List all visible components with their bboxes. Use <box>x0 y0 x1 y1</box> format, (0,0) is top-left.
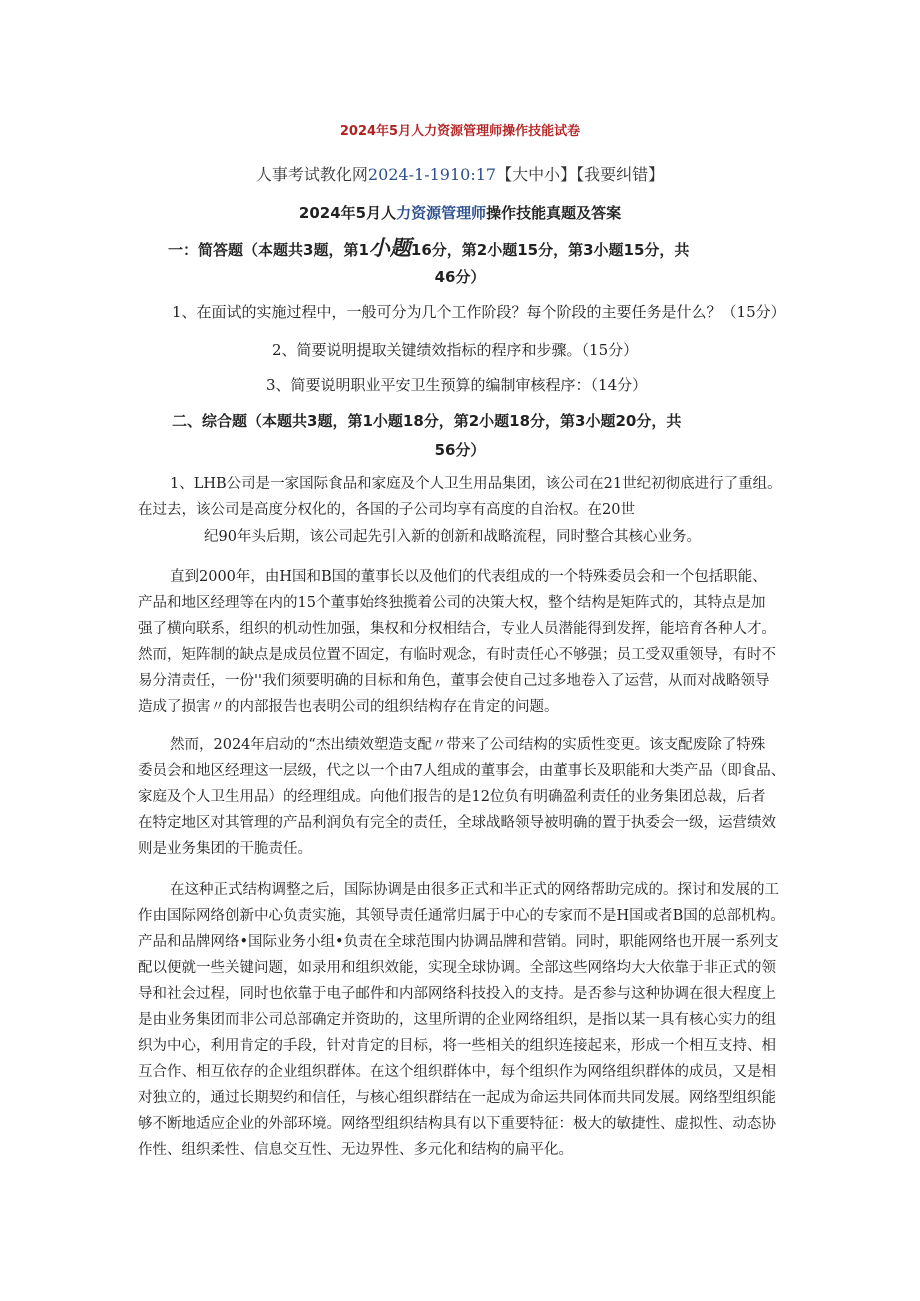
exam-subtitle: 2024年5月人力资源管理师操作技能真题及答案 <box>298 204 622 222</box>
paragraph-line: 作性、组织柔性、信息交互性、无边界性、多元化和结构的扁平化。 <box>138 1142 573 1158</box>
paragraph-line: 造成了损害〃的内部报告也表明公司的组织结构存在肯定的问题。 <box>138 699 559 715</box>
paragraph-line: 委员会和地区经理这一层级，代之以一个由7人组成的董事会，由董事长及职能和大类产品（即食品、 <box>138 763 786 779</box>
paragraph-line: 家庭及个人卫生用品）的经理组成。向他们报告的是12位负有明确盈利责任的业务集团总裁，后者 <box>138 789 766 805</box>
paragraph-line: 然而，2024年启动的“杰出绩效塑造支配〃带来了公司结构的实质性变更。该支配废除了特殊 <box>170 737 766 753</box>
question-3: 3、简要说明职业平安卫生预算的编制审核程序：（14分） <box>266 376 648 394</box>
document-title: 2024年5月人力资源管理师操作技能试卷 <box>339 124 581 139</box>
font-size-control[interactable]: 【大中小】 <box>496 165 577 184</box>
article-meta <box>0 165 920 185</box>
paragraph-line: 互合作、相互依存的企业组织群体。在这个组织群体中，每个组织作为网络组织群体的成员，又是相 <box>138 1064 776 1080</box>
paragraph-line: 导和社会过程，同时也依靠于电子邮件和内部网络科技投入的支持。是否参与这种协调在很大程度上 <box>138 986 776 1002</box>
paragraph-line: 在特定地区对其管理的产品利润负有完全的责任，全球战略领导被明确的置于执委会一级，运营绩效 <box>138 815 776 831</box>
question-1: 1、在面试的实施过程中，一般可分为几个工作阶段？每个阶段的主要任务是什么？（15分） <box>172 303 786 321</box>
paragraph-line: 织为中心，利用肯定的手段，针对肯定的目标，将一些相关的组织连接起来，形成一个相互支持、相 <box>138 1038 776 1054</box>
paragraph-line: 产品和地区经理等在内的15个董事始终独揽着公司的决策大权，整个结构是矩阵式的，其特点是加 <box>138 595 766 611</box>
paragraph-line: 1、LHB公司是一家国际食品和家庭及个人卫生用品集团，该公司在21世纪初彻底进行了重组。 <box>170 476 782 492</box>
paragraph-line: 则是业务集团的干脆责任。 <box>138 841 312 857</box>
paragraph-line: 强了横向联系，组织的机动性加强，集权和分权相结合，专业人员潜能得到发挥，能培育各种人才。 <box>138 621 776 637</box>
paragraph-line: 产品和品牌网络•国际业务小组•负责在全球范围内协调品牌和营销。同时，职能网络也开展一系列支 <box>138 934 779 950</box>
paragraph-line: 配以便就一些关键问题，如录用和组织效能，实现全球协调。全部这些网络均大大依靠于非正式的领 <box>138 960 776 976</box>
paragraph-line: 纪90年头后期，该公司起先引入新的创新和战略流程，同时整合其核心业务。 <box>204 529 701 545</box>
publish-date: 2024-1-1910:17 <box>367 165 497 184</box>
paragraph-line: 在过去，该公司是高度分权化的，各国的子公司均享有高度的自治权。在20世 <box>138 502 635 518</box>
paragraph-line: 够不断地适应企业的外部环境。网络型组织结构具有以下重要特征：极大的敏捷性、虚拟性、动态协 <box>138 1116 776 1132</box>
paragraph-line: 然而，矩阵制的缺点是成员位置不固定，有临时观念，有时责任心不够强；员工受双重领导，有时不 <box>138 647 776 663</box>
paragraph-line: 对独立的，通过长期契约和信任，与核心组织群结在一起成为命运共同体而共同发展。网络型组织能 <box>138 1090 776 1106</box>
report-error-link[interactable]: 【我要纠错】 <box>576 165 665 184</box>
section2-heading-cont: 56分） <box>434 441 486 459</box>
source-site: 人事考试教化网 <box>255 165 368 184</box>
section1-heading-cont: 46分） <box>434 268 486 286</box>
paragraph-line: 作由国际网络创新中心负责实施，其领导责任通常归属于中心的专家而不是H国或者B国的总部机构。 <box>138 908 785 924</box>
section2-heading: 二、综合题（本题共3题，第1小题18分，第2小题18分，第3小题20分，共 <box>172 412 682 430</box>
paragraph-line: 在这种正式结构调整之后，国际协调是由很多正式和半正式的网络帮助完成的。探讨和发展的工 <box>170 882 779 898</box>
section1-heading: 一：简答题（本题共3题，第1小题16分，第2小题15分，第3小题15分，共 <box>168 236 690 260</box>
paragraph-line: 是由业务集团而非公司总部确定并资助的，这里所谓的企业网络组织，是指以某一具有核心实力的组 <box>138 1012 776 1028</box>
question-2: 2、简要说明提取关键绩效指标的程序和步骤。（15分） <box>272 341 639 359</box>
paragraph-line: 直到2000年，由H国和B国的董事长以及他们的代表组成的一个特殊委员会和一个包括职能、 <box>170 569 767 585</box>
paragraph-line: 易分清责任，一份''我们须要明确的目标和角色，董事会使自己过多地卷入了运营，从而对战略领导 <box>138 673 770 689</box>
